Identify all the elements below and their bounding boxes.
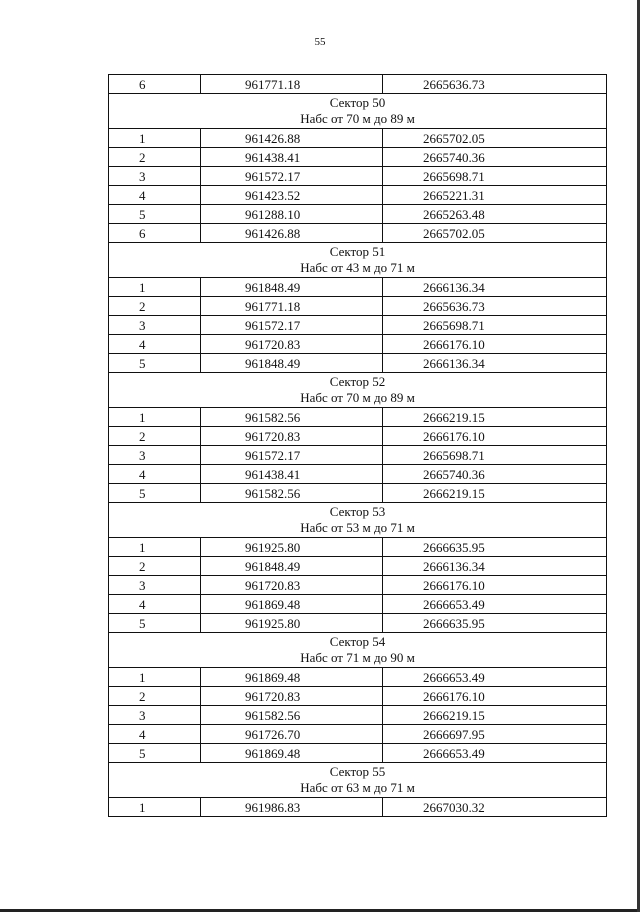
y-coordinate-cell: 2666653.49 [383,595,607,614]
sector-height-range: Набс от 70 м до 89 м [300,111,415,126]
y-coordinate-cell: 2665698.71 [383,446,607,465]
x-coordinate-cell: 961426.88 [201,129,383,148]
y-coordinate-cell: 2666176.10 [383,427,607,446]
x-coordinate-cell: 961869.48 [201,595,383,614]
x-coordinate-cell: 961582.56 [201,408,383,427]
sector-title: Сектор 52 [329,374,386,389]
table-row [109,557,607,576]
sector-header-row [109,763,607,798]
sector-title: Сектор 54 [329,634,386,649]
x-coordinate-cell: 961423.52 [201,186,383,205]
sector-height-range: Набс от 63 м до 71 м [300,780,415,795]
point-number-cell: 3 [109,316,201,335]
y-coordinate-cell: 2665740.36 [383,465,607,484]
point-number-cell: 1 [109,798,201,817]
x-coordinate-cell: 961288.10 [201,205,383,224]
y-coordinate-cell: 2666176.10 [383,335,607,354]
x-coordinate-cell: 961426.88 [201,224,383,243]
y-coordinate-cell: 2666136.34 [383,557,607,576]
table-row [109,446,607,465]
y-coordinate-cell: 2666635.95 [383,614,607,633]
x-coordinate-cell: 961925.80 [201,538,383,557]
point-number-cell: 6 [109,224,201,243]
x-coordinate-cell: 961848.49 [201,354,383,373]
x-coordinate-cell: 961720.83 [201,335,383,354]
x-coordinate-cell: 961848.49 [201,557,383,576]
table-row [109,75,607,94]
x-coordinate-cell: 961986.83 [201,798,383,817]
x-coordinate-cell: 961848.49 [201,278,383,297]
point-number-cell: 5 [109,354,201,373]
point-number-cell: 4 [109,186,201,205]
x-coordinate-cell: 961771.18 [201,297,383,316]
sector-title: Сектор 50 [329,95,386,110]
table-row [109,316,607,335]
y-coordinate-cell: 2666635.95 [383,538,607,557]
point-number-cell: 4 [109,725,201,744]
point-number-cell: 1 [109,129,201,148]
sector-header [109,503,607,538]
sector-height-range: Набс от 70 м до 89 м [300,390,415,405]
point-number-cell: 5 [109,205,201,224]
y-coordinate-cell: 2665221.31 [383,186,607,205]
point-number-cell: 3 [109,167,201,186]
sector-header [109,763,607,798]
sector-height-range: Набс от 43 м до 71 м [300,260,415,275]
table-row [109,278,607,297]
y-coordinate-cell: 2666653.49 [383,668,607,687]
point-number-cell: 5 [109,744,201,763]
y-coordinate-cell: 2666219.15 [383,484,607,503]
page-number: 55 [314,36,326,48]
point-number-cell: 1 [109,668,201,687]
sector-header-row [109,94,607,129]
sector-header [109,633,607,668]
table-row [109,484,607,503]
y-coordinate-cell: 2666176.10 [383,576,607,595]
y-coordinate-cell: 2665698.71 [383,316,607,335]
point-number-cell: 6 [109,75,201,94]
y-coordinate-cell: 2665702.05 [383,129,607,148]
table-row [109,335,607,354]
point-number-cell: 1 [109,408,201,427]
table-row [109,706,607,725]
table-row [109,297,607,316]
y-coordinate-cell: 2665636.73 [383,297,607,316]
point-number-cell: 2 [109,687,201,706]
sector-header [109,373,607,408]
y-coordinate-cell: 2665263.48 [383,205,607,224]
y-coordinate-cell: 2666697.95 [383,725,607,744]
y-coordinate-cell: 2665636.73 [383,75,607,94]
x-coordinate-cell: 961582.56 [201,484,383,503]
x-coordinate-cell: 961572.17 [201,316,383,335]
x-coordinate-cell: 961925.80 [201,614,383,633]
x-coordinate-cell: 961869.48 [201,744,383,763]
x-coordinate-cell: 961572.17 [201,446,383,465]
x-coordinate-cell: 961720.83 [201,687,383,706]
x-coordinate-cell: 961572.17 [201,167,383,186]
table-row [109,725,607,744]
y-coordinate-cell: 2665740.36 [383,148,607,167]
table-row [109,614,607,633]
sector-header-row [109,373,607,408]
y-coordinate-cell: 2666219.15 [383,408,607,427]
sector-header-row [109,633,607,668]
sector-height-range: Набс от 71 м до 90 м [300,650,415,665]
point-number-cell: 2 [109,557,201,576]
sector-title: Сектор 55 [329,764,386,779]
table-row [109,668,607,687]
coordinates-table-body [109,75,607,817]
table-row [109,224,607,243]
point-number-cell: 4 [109,595,201,614]
point-number-cell: 3 [109,446,201,465]
table-row [109,186,607,205]
sector-height-range: Набс от 53 м до 71 м [300,520,415,535]
y-coordinate-cell: 2667030.32 [383,798,607,817]
y-coordinate-cell: 2666176.10 [383,687,607,706]
x-coordinate-cell: 961438.41 [201,148,383,167]
y-coordinate-cell: 2666219.15 [383,706,607,725]
table-row [109,595,607,614]
x-coordinate-cell: 961869.48 [201,668,383,687]
table-row [109,354,607,373]
x-coordinate-cell: 961720.83 [201,576,383,595]
table-row [109,576,607,595]
table-row [109,427,607,446]
point-number-cell: 5 [109,614,201,633]
table-row [109,167,607,186]
point-number-cell: 4 [109,335,201,354]
sector-header-row [109,503,607,538]
x-coordinate-cell: 961726.70 [201,725,383,744]
y-coordinate-cell: 2666136.34 [383,354,607,373]
table-row [109,687,607,706]
table-row [109,129,607,148]
point-number-cell: 2 [109,297,201,316]
x-coordinate-cell: 961771.18 [201,75,383,94]
point-number-cell: 3 [109,706,201,725]
y-coordinate-cell: 2666136.34 [383,278,607,297]
point-number-cell: 2 [109,427,201,446]
coordinates-table [108,74,607,817]
table-row [109,408,607,427]
point-number-cell: 2 [109,148,201,167]
x-coordinate-cell: 961720.83 [201,427,383,446]
sector-header-row [109,243,607,278]
point-number-cell: 1 [109,278,201,297]
point-number-cell: 5 [109,484,201,503]
table-row [109,205,607,224]
table-row [109,465,607,484]
point-number-cell: 4 [109,465,201,484]
sector-header [109,94,607,129]
sector-header [109,243,607,278]
point-number-cell: 1 [109,538,201,557]
table-row [109,798,607,817]
y-coordinate-cell: 2665702.05 [383,224,607,243]
sector-title: Сектор 53 [329,504,386,519]
table-row [109,538,607,557]
sector-title: Сектор 51 [329,244,386,259]
table-row [109,744,607,763]
point-number-cell: 3 [109,576,201,595]
x-coordinate-cell: 961438.41 [201,465,383,484]
table-row [109,148,607,167]
y-coordinate-cell: 2665698.71 [383,167,607,186]
y-coordinate-cell: 2666653.49 [383,744,607,763]
x-coordinate-cell: 961582.56 [201,706,383,725]
